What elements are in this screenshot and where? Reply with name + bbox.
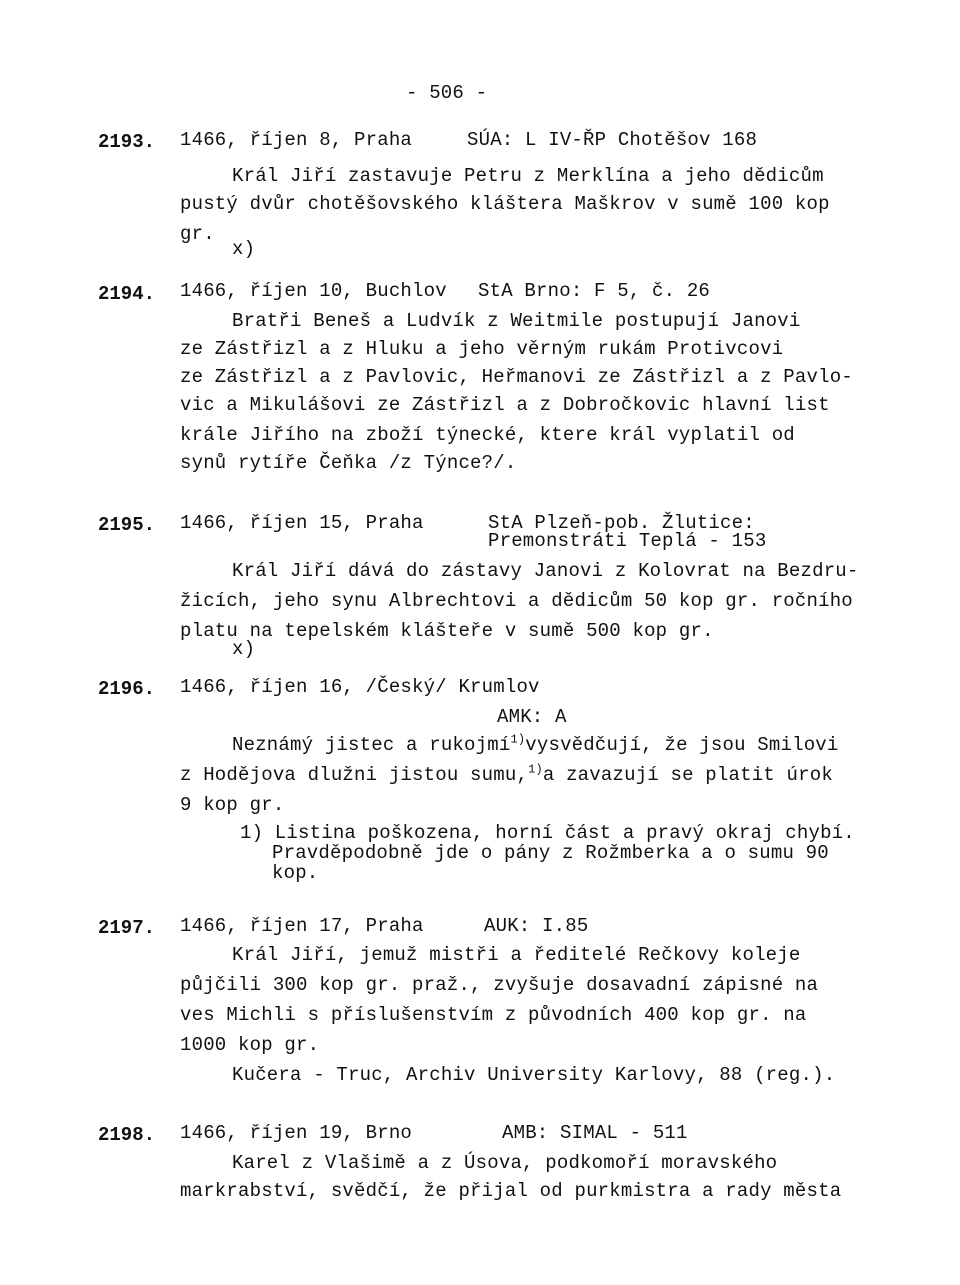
archive-reference: AMB: SIMAL - 511 [502,1122,688,1144]
text-line: ze Zástřizl a z Pavlovic, Heřmanovi ze Zástřizl a z Pavlo- [180,366,853,388]
footnote-ref: 1) [528,762,543,777]
text-line: 9 kop gr. [180,794,285,816]
footnote-line: Pravděpodobně jde o pány z Rožmberka a o sumu 90 [272,842,829,864]
archive-reference: SÚA: L IV-ŘP Chotěšov 168 [467,129,758,151]
text-line: Bratři Beneš a Ludvík z Weitmile postupují Janovi [232,310,801,332]
text-line: žicích, jeho synu Albrechtovi a dědicům 50 kop gr. ročního [180,590,853,612]
note-mark: x) [232,238,256,260]
footnote-ref: 1) [510,732,526,747]
text-line: markrabství, svědčí, že přijal od purkmistra a rady města [180,1180,842,1202]
entry-header: 1466, říjen 8, Praha [180,129,413,151]
archive-reference-line2: Premonstráti Teplá - 153 [488,530,767,552]
text-line: Král Jiří, jemuž mistři a ředitelé Rečkovy koleje [232,944,801,966]
entry-header: 1466, říjen 10, Buchlov [180,280,447,302]
text-line [180,764,833,786]
entry-number: 2193. [98,131,156,153]
text-segment: vysvědčují, že jsou Smilovi [525,734,839,756]
text-line: synů rytíře Čeňka /z Týnce?/. [180,452,517,474]
entry-number: 2198. [98,1124,156,1146]
entry-number: 2194. [98,283,156,305]
footnote-line: 1) Listina poškozena, horní část a pravý okraj chybí. [240,822,855,844]
archive-reference: AUK: I.85 [484,915,589,937]
archive-reference: AMK: A [497,706,567,728]
entry-header: 1466, říjen 16, /Český/ Krumlov [180,676,540,698]
text-line: Král Jiří dává do zástavy Janovi z Kolovrat na Bezdru- [232,560,859,582]
text-line: ze Zástřizl a z Hluku a jeho věrným rukám Protivcovi [180,338,784,360]
text-line: platu na tepelském klášteře v sumě 500 kop gr. [180,620,714,642]
entry-header: 1466, říjen 15, Praha [180,512,424,534]
archive-reference: StA Brno: F 5, č. 26 [478,280,711,302]
text-line: krále Jiřího na zboží týnecké, ktere král vyplatil od [180,424,795,446]
entry-number: 2195. [98,514,156,536]
text-line: gr. [180,223,215,245]
text-line: Král Jiří zastavuje Petru z Merklína a jeho dědicům [232,165,824,187]
text-line: půjčili 300 kop gr. praž., zvyšuje dosavadní zápisné na [180,974,819,996]
bibliographic-reference: Kučera - Truc, Archiv University Karlovy, 88 (reg.). [232,1064,836,1086]
note-mark: x) [232,638,256,660]
text-line [232,734,839,756]
text-segment: Neznámý jistec a rukojmí [232,734,511,756]
text-line: pustý dvůr chotěšovského kláštera Maškrov v sumě 100 kop [180,193,830,215]
entry-number: 2196. [98,678,156,700]
text-line: vic a Mikulášovi ze Zástřizl a z Dobročkovic hlavní list [180,394,830,416]
archive-reference: StA Plzeň-pob. Žlutice: [488,512,755,534]
text-segment: z Hodějova dlužni jistou sumu, [180,764,529,786]
text-line: ves Michli s příslušenstvím z původních 400 kop gr. na [180,1004,807,1026]
footnote-line: kop. [272,862,319,884]
entry-header: 1466, říjen 17, Praha [180,915,424,937]
text-segment: a zavazují se platit úrok [542,764,833,786]
entry-number: 2197. [98,917,156,939]
text-line: 1000 kop gr. [180,1034,320,1056]
page-number: - 506 - [406,82,488,104]
entry-header: 1466, říjen 19, Brno [180,1122,413,1144]
text-line: Karel z Vlašimě a z Úsova, podkomoří moravského [232,1152,778,1174]
